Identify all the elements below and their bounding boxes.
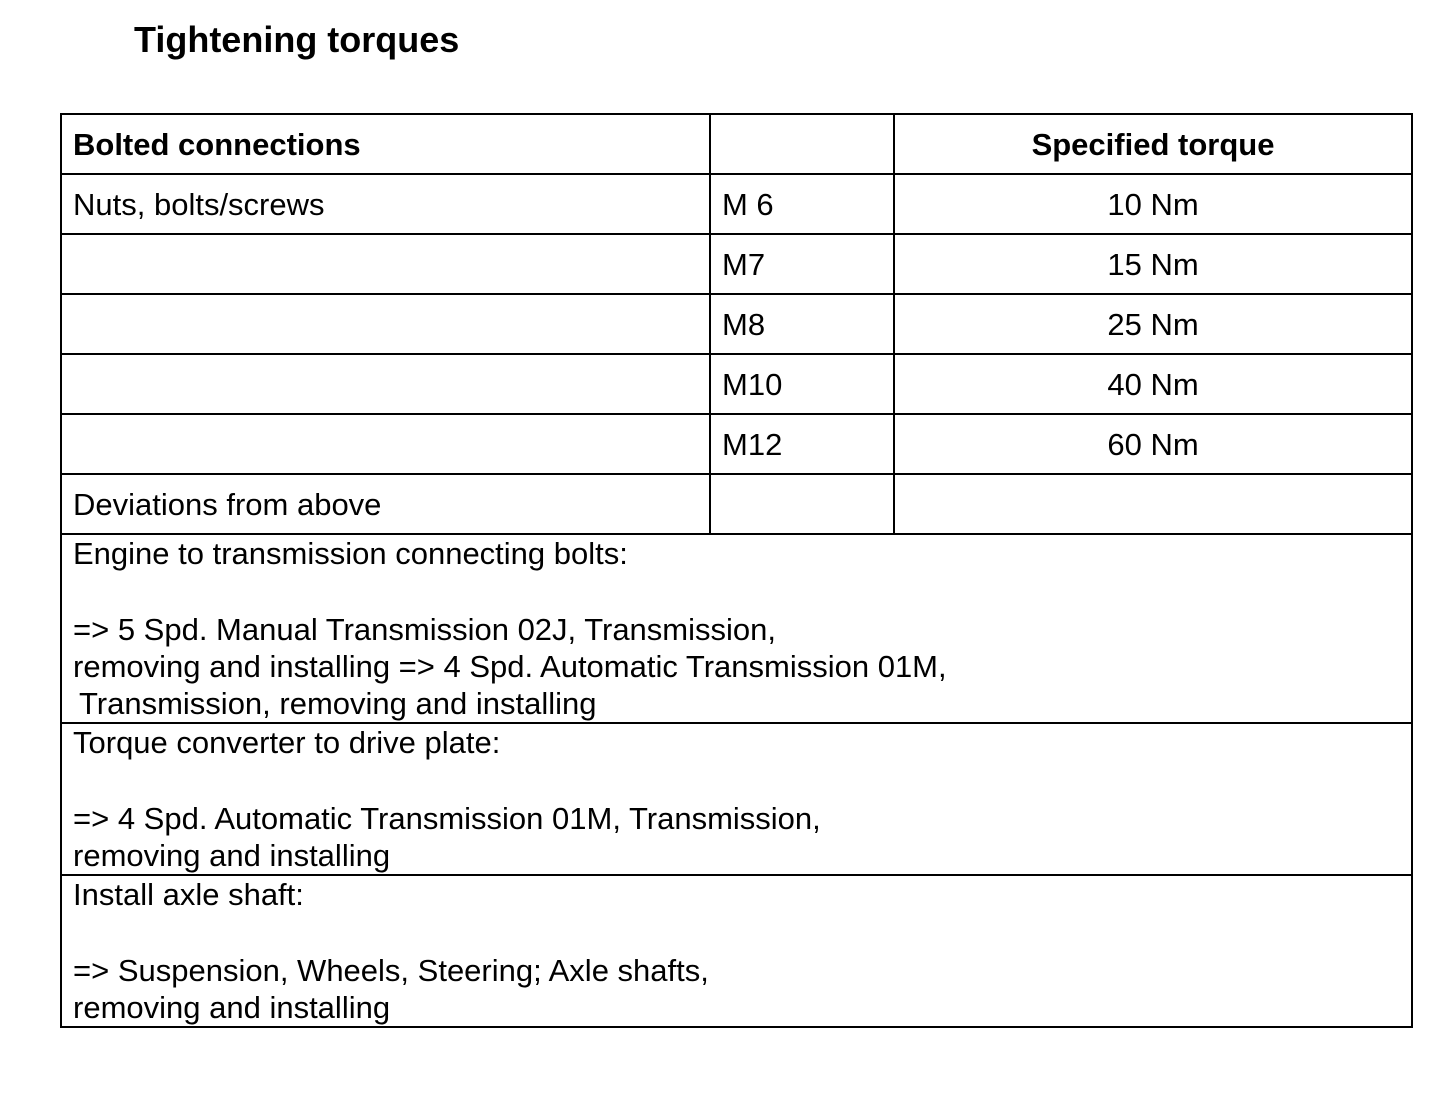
header-specified-torque: Specified torque xyxy=(894,114,1412,174)
note-line: => Suspension, Wheels, Steering; Axle shafts, xyxy=(73,953,709,988)
row-size: M10 xyxy=(710,354,894,414)
note-heading: Torque converter to drive plate: xyxy=(73,725,501,760)
row-size: M12 xyxy=(710,414,894,474)
row-torque: 40 Nm xyxy=(894,354,1412,414)
note-line: removing and installing => 4 Spd. Automatic Transmission 01M, xyxy=(73,649,947,684)
note-line: => 5 Spd. Manual Transmission 02J, Transmission, xyxy=(73,612,776,647)
note-row-torque-converter xyxy=(61,723,1412,875)
torque-table xyxy=(60,113,1413,1028)
note-block xyxy=(61,723,1412,875)
table-row xyxy=(61,294,1412,354)
row-torque: 60 Nm xyxy=(894,414,1412,474)
note-row-engine xyxy=(61,534,1412,723)
note-line: removing and installing xyxy=(73,990,391,1025)
row-label xyxy=(61,234,710,294)
header-size xyxy=(710,114,894,174)
row-size: M 6 xyxy=(710,174,894,234)
note-heading: Engine to transmission connecting bolts: xyxy=(73,536,628,571)
row-label xyxy=(61,294,710,354)
note-line: => 4 Spd. Automatic Transmission 01M, Transmission, xyxy=(73,801,821,836)
row-size xyxy=(710,474,894,534)
table-row xyxy=(61,474,1412,534)
note-line: Transmission, removing and installing xyxy=(79,686,597,721)
table-row xyxy=(61,174,1412,234)
row-torque xyxy=(894,474,1412,534)
row-size: M7 xyxy=(710,234,894,294)
note-line: removing and installing xyxy=(73,838,391,873)
note-row-axle-shaft xyxy=(61,875,1412,1027)
row-label: Deviations from above xyxy=(61,474,710,534)
row-torque: 10 Nm xyxy=(894,174,1412,234)
note-block xyxy=(61,875,1412,1027)
row-size: M8 xyxy=(710,294,894,354)
table-row xyxy=(61,354,1412,414)
row-label: Nuts, bolts/screws xyxy=(61,174,710,234)
header-bolted-connections: Bolted connections xyxy=(61,114,710,174)
row-label xyxy=(61,414,710,474)
row-torque: 15 Nm xyxy=(894,234,1412,294)
table-header-row xyxy=(61,114,1412,174)
note-heading: Install axle shaft: xyxy=(73,877,304,912)
note-block xyxy=(61,534,1412,723)
row-label xyxy=(61,354,710,414)
page-title: Tightening torques xyxy=(134,19,460,60)
table-row xyxy=(61,234,1412,294)
row-torque: 25 Nm xyxy=(894,294,1412,354)
table-row xyxy=(61,414,1412,474)
